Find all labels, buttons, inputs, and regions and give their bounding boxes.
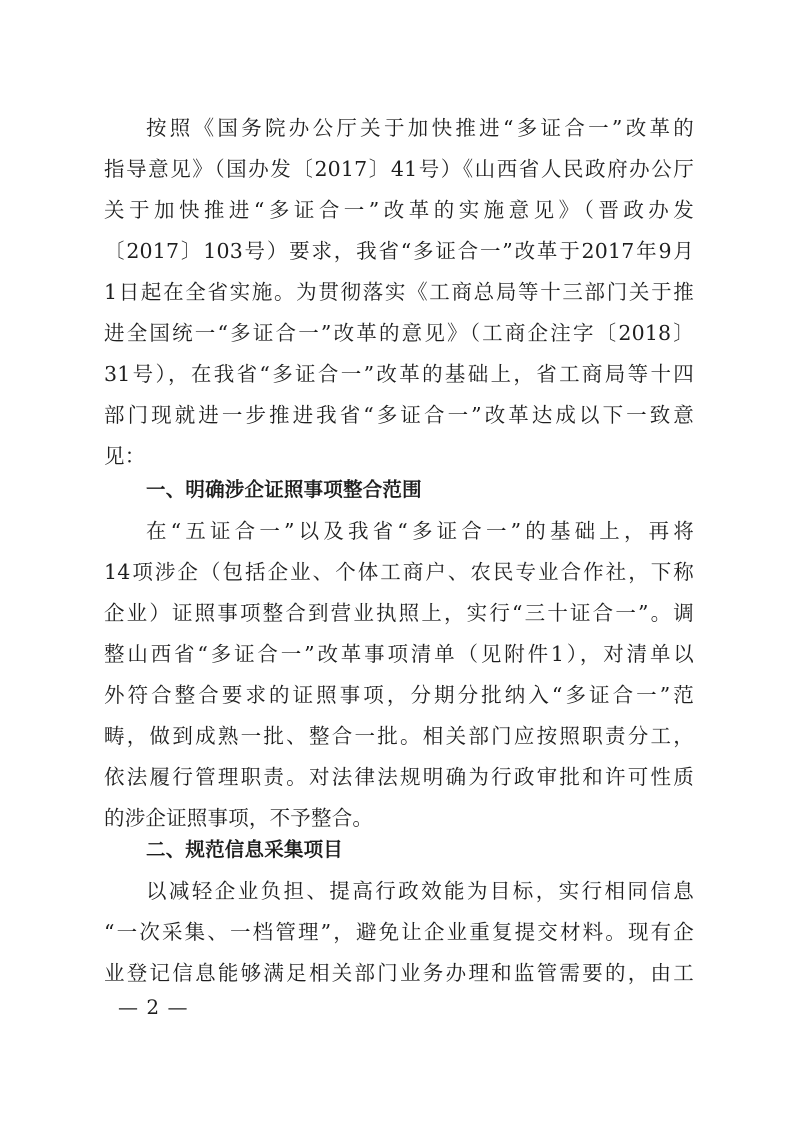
paragraph-1-line-1: 按照《国务院办公厅关于加快推进“多证合一”改革的 bbox=[146, 116, 694, 140]
paragraph-1-line-3: 关于加快推进“多证合一”改革的实施意见》（晋政办发 bbox=[104, 198, 694, 222]
page-number: — 2 — bbox=[118, 995, 189, 1019]
paragraph-1-line-4: 〔2017〕103号）要求，我省“多证合一”改革于2017年9月 bbox=[104, 239, 694, 263]
section-1-line-3: 企业）证照事项整合到营业执照上，实行“三十证合一”。调 bbox=[104, 601, 694, 625]
section-2-line-2: “一次采集、一档管理”，避免让企业重复提交材料。现有企 bbox=[104, 920, 694, 944]
section-1-line-5: 外符合整合要求的证照事项，分期分批纳入“多证合一”范 bbox=[104, 683, 694, 707]
paragraph-1-line-2: 指导意见》（国办发〔2017〕41号）《山西省人民政府办公厅 bbox=[104, 157, 694, 181]
paragraph-1-line-8: 部门现就进一步推进我省“多证合一”改革达成以下一致意 bbox=[104, 403, 694, 427]
section-heading-2: 二、规范信息采集项目 bbox=[146, 838, 344, 861]
section-1-line-6: 畴，做到成熟一批、整合一批。相关部门应按照职责分工， bbox=[104, 724, 694, 748]
paragraph-1-line-5: 1日起在全省实施。为贯彻落实《工商总局等十三部门关于推 bbox=[104, 280, 694, 304]
section-1-line-4: 整山西省“多证合一”改革事项清单（见附件1），对清单以 bbox=[104, 642, 694, 666]
section-2-line-1: 以减轻企业负担、提高行政效能为目标，实行相同信息 bbox=[146, 879, 694, 903]
paragraph-1-line-6: 进全国统一“多证合一”改革的意见》（工商企注字〔2018〕 bbox=[104, 321, 694, 345]
section-1-line-8: 的涉企证照事项，不予整合。 bbox=[104, 806, 374, 830]
section-1-line-1: 在“五证合一”以及我省“多证合一”的基础上，再将 bbox=[146, 519, 694, 543]
section-2-line-3: 业登记信息能够满足相关部门业务办理和监管需要的，由工 bbox=[104, 961, 694, 985]
paragraph-1-line-9: 见： bbox=[104, 444, 146, 468]
section-1-line-7: 依法履行管理职责。对法律法规明确为行政审批和许可性质 bbox=[104, 765, 694, 789]
section-1-line-2: 14项涉企（包括企业、个体工商户、农民专业合作社，下称 bbox=[104, 560, 694, 584]
section-heading-1: 一、明确涉企证照事项整合范围 bbox=[146, 478, 422, 501]
paragraph-1-line-7: 31号），在我省“多证合一”改革的基础上，省工商局等十四 bbox=[104, 362, 694, 386]
